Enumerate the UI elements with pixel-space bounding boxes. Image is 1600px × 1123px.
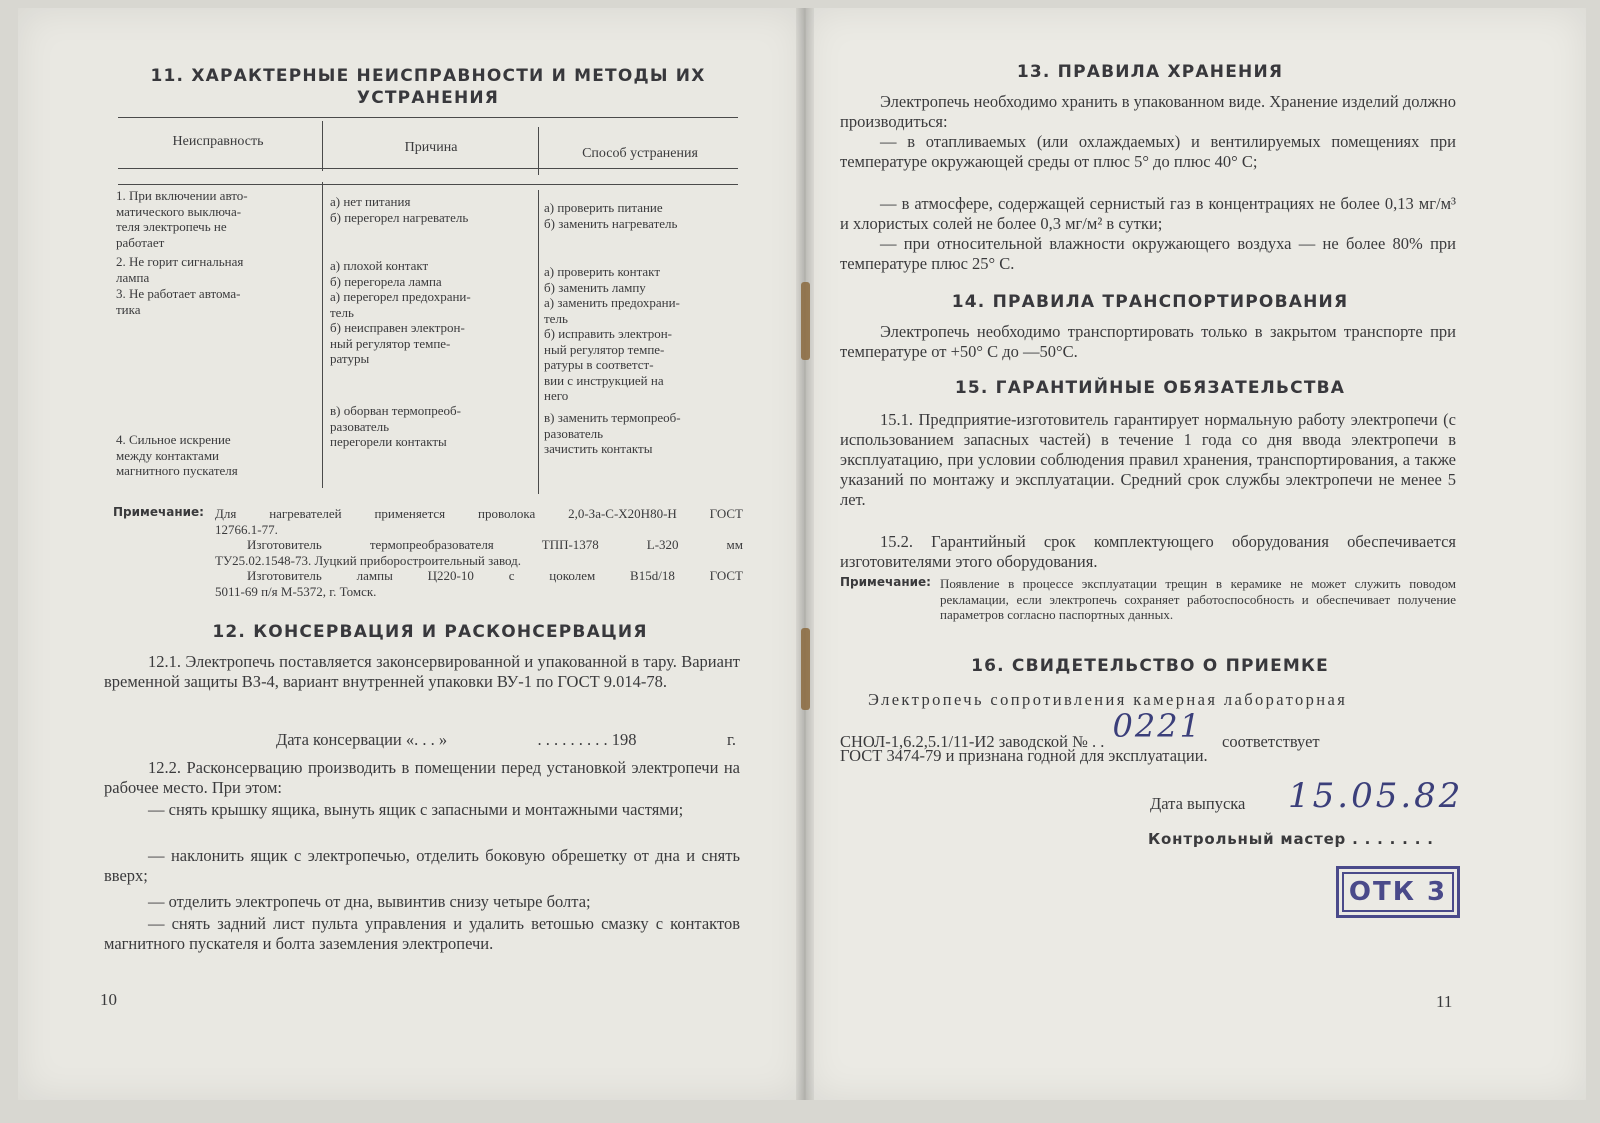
table-header-remedy: Способ устранения <box>582 146 698 161</box>
release-date-label: Дата выпуска <box>1150 794 1246 813</box>
serial-number-handwritten: 0221 <box>1112 707 1202 745</box>
paragraph-12-item-2: — наклонить ящик с электропечью, отделить боковую обрешетку от дна и снять вверх; <box>104 846 740 885</box>
note-line-4: ТУ25.02.1548-73. Луцкий приборостроительный завод. <box>215 552 522 568</box>
paragraph-12-item-4: — снять задний лист пульта управления и удалить ветошью смазку с контактов магнитного пускателя и болта заземления электропечи. <box>104 914 740 953</box>
note-line-2: 12766.1-77. <box>215 521 278 537</box>
note-line-3: Изготовитель термопреобразователя ТПП-1378 L-320 мм <box>247 537 743 552</box>
conservation-date-suffix: г. <box>726 730 736 749</box>
paragraph-14: Электропечь необходимо транспортировать только в закрытом транспорте при температуре от +50° С до —50°С. <box>840 322 1456 361</box>
note-line-5: Изготовитель лампы Ц220-10 с цоколем B15d/18 ГОСТ <box>247 568 743 583</box>
staple-top <box>801 282 810 360</box>
paragraph-13-item-3: — при относительной влажности окружающего воздуха — не более 80% при температуре плюс 25° С. <box>840 234 1456 273</box>
paragraph-12-2: 12.2. Расконсервацию производить в помещении перед установкой электропечи на рабочее место. При этом: <box>104 758 740 797</box>
acceptance-complies: соответствует <box>1222 732 1320 751</box>
table-divider-1 <box>322 121 323 171</box>
conservation-date-dots: . . . . . . . . . 198 <box>537 730 637 749</box>
section-11-title <box>118 66 738 108</box>
table-header-rule <box>118 168 738 169</box>
table-header-cause: Причина <box>404 140 458 155</box>
section-14-title: 14. ПРАВИЛА ТРАНСПОРТИРОВАНИЯ <box>951 292 1349 312</box>
remedy-item-1: а) проверить питание б) заменить нагреватель <box>544 200 678 231</box>
table-header-rule-2 <box>118 184 738 185</box>
otk-stamp: ОТК 3 <box>1336 866 1460 918</box>
note-line-1: Для нагревателей применяется проволока 2,0-За-С-Х20Н80-Н ГОСТ <box>215 506 743 521</box>
conservation-date-line <box>276 730 736 750</box>
acceptance-model: СНОЛ-1,6.2,5.1/11-И2 заводской № . . <box>840 732 1105 751</box>
paragraph-13-item-1: — в отапливаемых (или охлаждаемых) и вентилируемых помещениях при температуре окружающей среды от плюс 5° до плюс 40° С; <box>840 132 1456 171</box>
table-divider-2-body <box>538 190 539 494</box>
section-16-title: 16. СВИДЕТЕЛЬСТВО О ПРИЕМКЕ <box>971 656 1329 676</box>
release-date-handwritten: 15.05.82 <box>1288 776 1464 816</box>
cause-item-2: а) плохой контакт б) перегорела лампа а) перегорел предохрани- тель б) неисправен электрон- ный регулятор темпе- ратуры <box>330 258 471 366</box>
note-right: Появление в процессе эксплуатации трещин в керамике не может служить поводом рекламации, если электропечь сохраняет работоспособность и обеспечивает получение параметров согласно паспортных данных. <box>940 576 1456 622</box>
section-15-title: 15. ГАРАНТИЙНЫЕ ОБЯЗАТЕЛЬСТВА <box>954 378 1346 398</box>
booklet-spine <box>796 8 814 1100</box>
section-13-title: 13. ПРАВИЛА ХРАНЕНИЯ <box>1016 62 1284 82</box>
fault-item-2: 2. Не горит сигнальная лампа <box>116 254 244 285</box>
paragraph-12-1: 12.1. Электропечь поставляется законсервированной и упакованной в тару. Вариант временной защиты ВЗ-4, вариант внутренней упаковки ВУ-1 по ГОСТ 9.014-78. <box>104 652 740 691</box>
section-11-title-line1: 11. ХАРАКТЕРНЫЕ НЕИСПРАВНОСТИ И МЕТОДЫ ИХ <box>150 66 706 86</box>
acceptance-line-3: ГОСТ 3474-79 и признана годной для эксплуатации. <box>840 746 1208 765</box>
cause-item-3: в) оборван термопреоб- разователь перегорели контакты <box>330 403 461 449</box>
fault-item-4: 4. Сильное искрение между контактами магнитного пускателя <box>116 432 238 478</box>
paragraph-12-item-3: — отделить электропечь от дна, вывинтив снизу четыре болта; <box>148 892 591 911</box>
note-left <box>215 506 743 599</box>
conservation-date-label: Дата консервации «. . . » <box>276 730 448 749</box>
fault-item-3: 3. Не работает автома- тика <box>116 286 241 317</box>
page-number-right: 11 <box>1436 992 1453 1011</box>
paragraph-12-item-1: — снять крышку ящика, вынуть ящик с запасными и монтажными частями; <box>148 800 684 819</box>
staple-bottom <box>801 628 810 710</box>
paragraph-15-1: 15.1. Предприятие-изготовитель гарантирует нормальную работу электропечи (с использованием запасных частей) в течение 1 года со дня ввода электропечи в эксплуатацию, при условии соблюдения правил хранения, транспортирования, а также указаний по монтажу и эксплуатации. Средний срок службы электропечи не менее 5 лет. <box>840 410 1456 509</box>
table-divider-2 <box>538 127 539 175</box>
note-line-6: 5011-69 п/я М-5372, г. Томск. <box>215 583 377 599</box>
section-11-title-line2: УСТРАНЕНИЯ <box>356 88 500 108</box>
page-number-left: 10 <box>100 990 117 1009</box>
remedy-item-3: в) заменить термопреоб- разователь зачистить контакты <box>544 410 681 456</box>
remedy-item-2: а) проверить контакт б) заменить лампу а) заменить предохрани- тель б) исправить электрон- ный регулятор темпе- ратуры в соответст- вии с инструкцией на него <box>544 264 680 403</box>
table-top-rule <box>118 117 738 118</box>
note-label-right: Примечание: <box>840 575 931 589</box>
paragraph-13-item-2: — в атмосфере, содержащей сернистый газ в концентрациях не более 0,13 мг/м³ и хлористых солей не более 0,3 мг/м² в сутки; <box>840 194 1456 233</box>
acceptance-line-1: Электропечь сопротивления камерная лабораторная <box>868 690 1348 709</box>
fault-item-1: 1. При включении авто- матического выключа- теля электропечь не работает <box>116 188 248 250</box>
section-12-title: 12. КОНСЕРВАЦИЯ И РАСКОНСЕРВАЦИЯ <box>212 622 648 642</box>
note-label-left: Примечание: <box>113 505 204 519</box>
table-header-fault: Неисправность <box>172 134 264 149</box>
paragraph-15-2: 15.2. Гарантийный срок комплектующего оборудования обеспечивается изготовителями этого оборудования. <box>840 532 1456 571</box>
table-divider-1-body <box>322 182 323 488</box>
controller-signature-line: Контрольный мастер . . . . . . . <box>1148 830 1434 848</box>
cause-item-1: а) нет питания б) перегорел нагреватель <box>330 194 469 225</box>
paragraph-13-intro: Электропечь необходимо хранить в упакованном виде. Хранение изделий должно производиться: <box>840 92 1456 131</box>
